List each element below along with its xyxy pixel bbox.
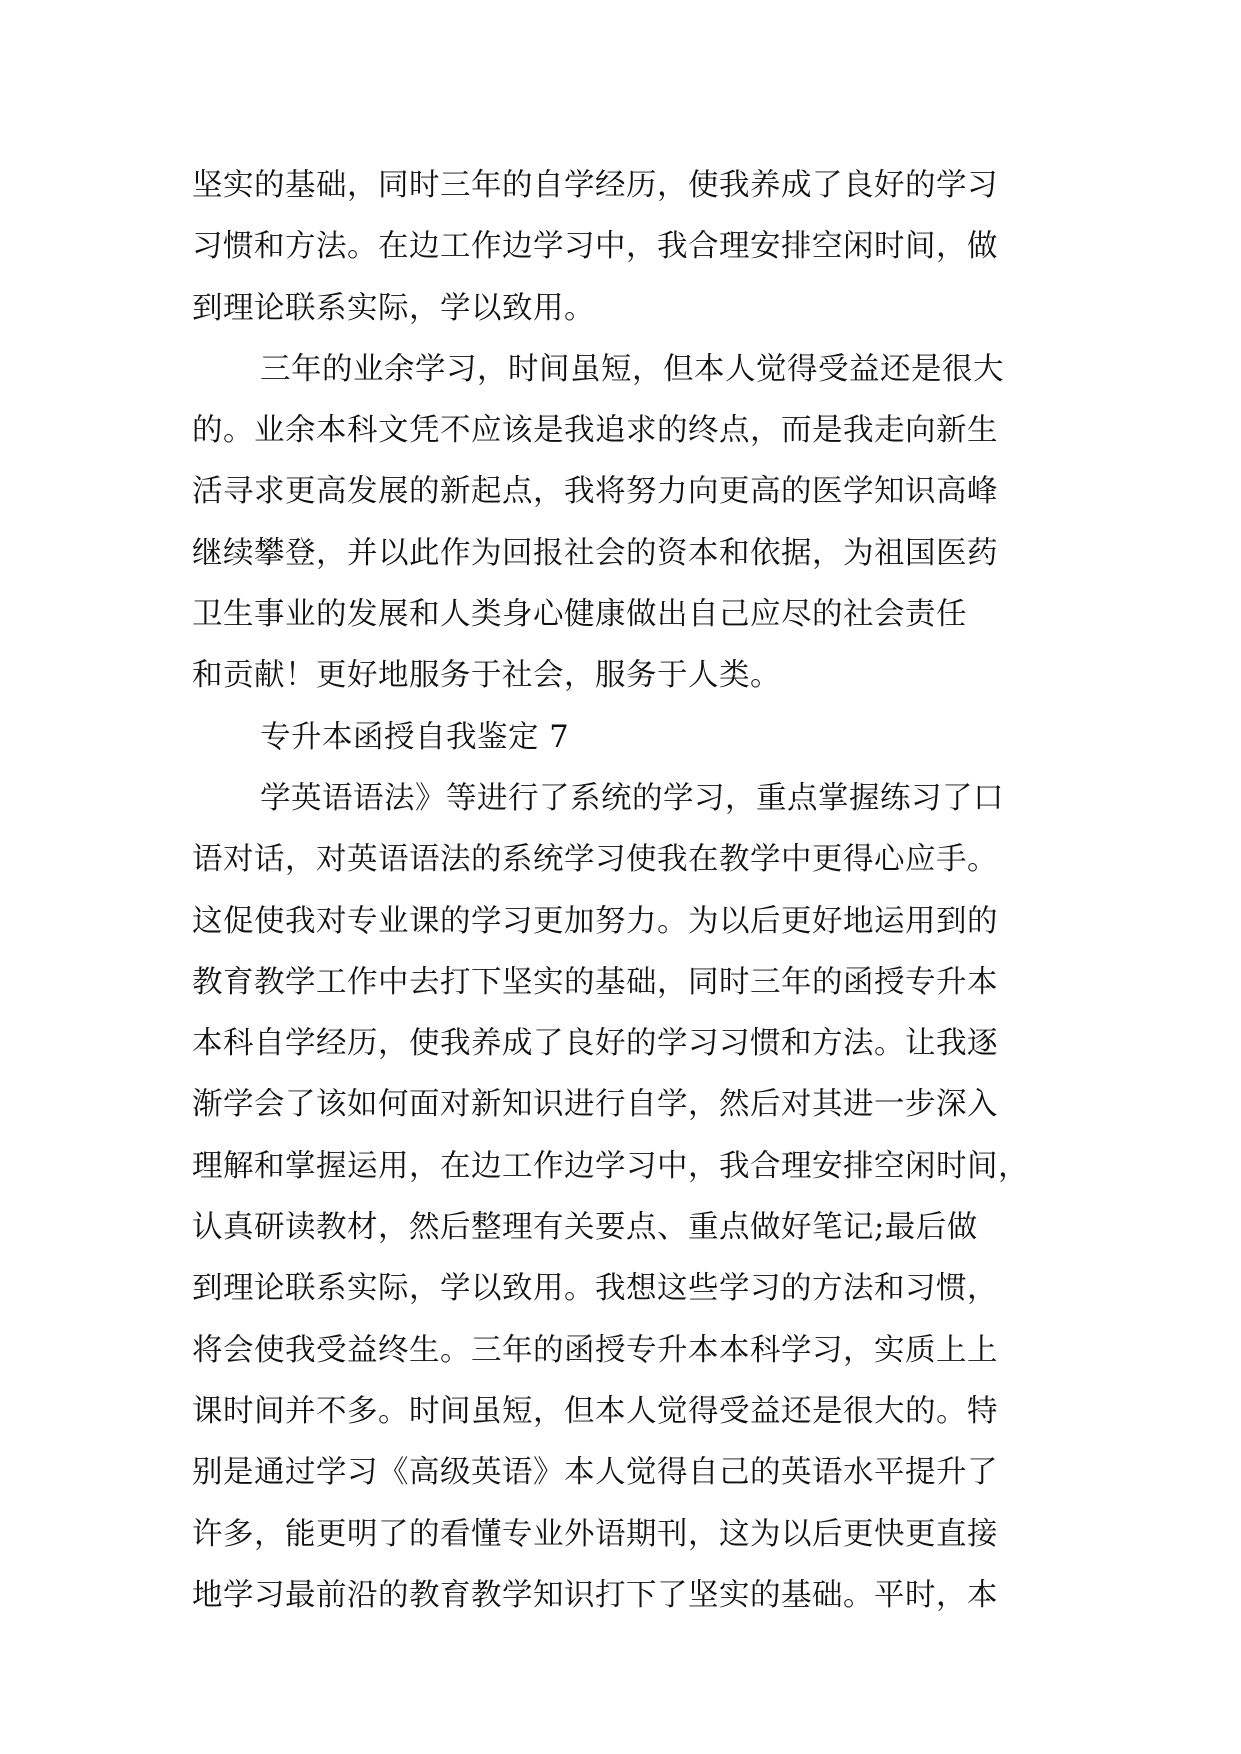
document-body [192, 155, 1072, 1626]
text-line: 别是通过学习《高级英语》本人觉得自己的英语水平提升了 [192, 1455, 998, 1491]
section-heading: 专升本函授自我鉴定 7 [260, 719, 570, 755]
text-line: 坚实的基础，同时三年的自学经历，使我养成了良好的学习 [192, 168, 998, 203]
text-line: 的。业余本科文凭不应该是我追求的终点，而是我走向新生 [192, 413, 998, 449]
text-line: 本科自学经历，使我养成了良好的学习习惯和方法。让我逐 [192, 1026, 998, 1062]
text-line: 习惯和方法。在边工作边学习中，我合理安排空闲时间，做 [192, 229, 998, 265]
text-line: 卫生事业的发展和人类身心健康做出自己应尽的社会责任 [192, 597, 967, 633]
text-line: 语对话，对英语语法的系统学习使我在教学中更得心应手。 [192, 842, 998, 878]
text-line: 教育教学工作中去打下坚实的基础，同时三年的函授专升本 [192, 964, 998, 1000]
text-line: 渐学会了该如何面对新知识进行自学，然后对其进一步深入 [192, 1087, 998, 1123]
text-line: 这促使我对专业课的学习更加努力。为以后更好地运用到的 [192, 903, 998, 939]
text-line: 理解和掌握运用，在边工作边学习中，我合理安排空闲时间， [192, 1148, 1029, 1184]
text-line: 活寻求更高发展的新起点，我将努力向更高的医学知识高峰 [192, 474, 998, 510]
text-line: 和贡献！更好地服务于社会，服务于人类。 [192, 658, 781, 694]
text-line: 继续攀登，并以此作为回报社会的资本和依据，为祖国医药 [192, 535, 998, 571]
text-line: 许多，能更明了的看懂专业外语期刊，这为以后更快更直接 [192, 1516, 998, 1552]
text-line: 地学习最前沿的教育教学知识打下了坚实的基础。平时，本 [192, 1577, 998, 1613]
text-line: 认真研读教材，然后整理有关要点、重点做好笔记;最后做 [192, 1210, 978, 1246]
text-line: 到理论联系实际，学以致用。我想这些学习的方法和习惯， [192, 1271, 998, 1307]
text-line: 将会使我受益终生。三年的函授专升本本科学习，实质上上 [192, 1332, 998, 1368]
paragraph-start-line: 学英语语法》等进行了系统的学习，重点掌握练习了口 [260, 780, 1004, 816]
paragraph-start-line: 三年的业余学习，时间虽短，但本人觉得受益还是很大 [260, 351, 1004, 387]
text-line: 到理论联系实际，学以致用。 [192, 290, 595, 326]
text-line: 课时间并不多。时间虽短，但本人觉得受益还是很大的。特 [192, 1393, 998, 1429]
